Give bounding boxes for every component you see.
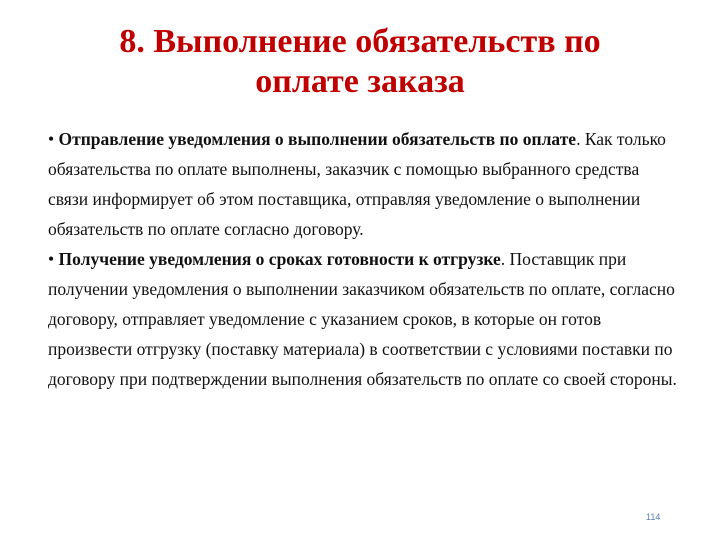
bullet-heading: Получение уведомления о сроках готовности к отгрузке	[58, 249, 501, 269]
bullet-heading-end: .	[500, 249, 506, 269]
bullet-marker: •	[48, 129, 55, 149]
bullet-heading: Отправление уведомления о выполнении обязательств по оплате	[58, 129, 577, 149]
bullet-text: Поставщик при получении уведомления о выполнении заказчиком обязательств по оплате, согласно договору, отправляет уведомление с указанием сроков, в которые он готов произвести отгрузку (поставку материала) в соответствии с условиями поставки по договору при подтверждении выполнения обязательств по оплате со своей стороны.	[48, 249, 677, 389]
bullet-item-1	[48, 124, 678, 244]
bullet-item-2	[48, 244, 678, 394]
slide-body	[48, 124, 678, 394]
bullet-text: Как только обязательства по оплате выполнены, заказчик с помощью выбранного средства связи информирует об этом поставщика, отправляя уведомление о выполнении обязательств по оплате согласно договору.	[48, 129, 666, 239]
slide-title	[60, 22, 660, 102]
bullet-marker: •	[48, 249, 55, 269]
title-line-2: оплате заказа	[255, 63, 465, 100]
bullet-heading-end: .	[576, 129, 581, 149]
page-number: 114	[646, 512, 661, 522]
title-line-1: 8. Выполнение обязательств по	[119, 23, 601, 60]
